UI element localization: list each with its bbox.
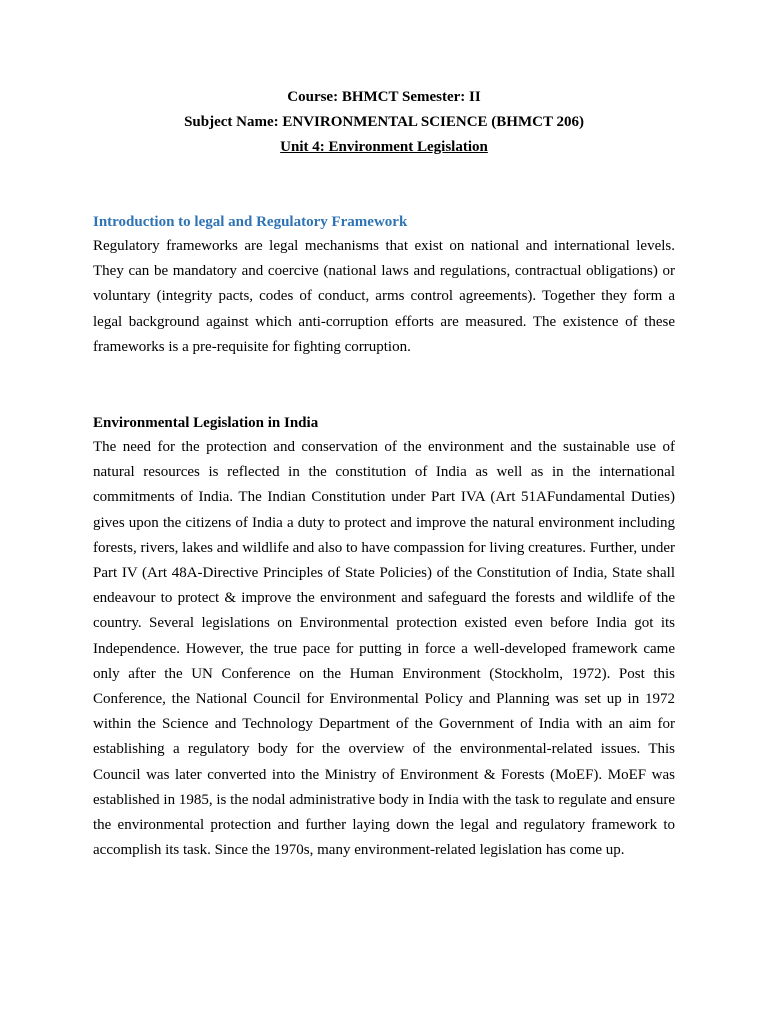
course-line: Course: BHMCT Semester: II [287, 89, 481, 105]
env-legislation-paragraph: The need for the protection and conservation of the environment and the sustainable use of natural resources is reflected in the constitution of India as well as in the international commitments of India. The Indian Constitution under Part IVA (Art 51AFundamental Duties) gives upon the citizens of India a duty to protect and improve the natural environment including forests, rivers, lakes and wildlife and also to have compassion for living creatures. Further, under Part IV (Art 48A-Directive Principles of State Policies) of the Constitution of India, State shall endeavour to protect & improve the environment and safeguard the forests and wildlife of the country. Several legislations on Environmental protection existed even before India got its Independence. However, the true pace for putting in force a well-developed framework came only after the UN Conference on the Human Environment (Stockholm, 1972). Post this Conference, the National Council for Environmental Policy and Planning was set up in 1972 within the Science and Technology Department of the Government of India with an aim for establishing a regulatory body for the overview of the environmental-related issues. This Council was later converted into the Ministry of Environment & Forests (MoEF). MoEF was established in 1985, is the nodal administrative body in India with the task to regulate and ensure the environmental protection and further laying down the legal and regulatory framework to accomplish its task. Since the 1970s, many environment-related legislation has come up. [93, 439, 675, 859]
intro-section-heading: Introduction to legal and Regulatory Framework [93, 214, 408, 230]
env-legislation-heading: Environmental Legislation in India [93, 415, 319, 431]
unit-title: Unit 4: Environment Legislation [280, 139, 488, 155]
subject-line: Subject Name: ENVIRONMENTAL SCIENCE (BHMCT 206) [184, 114, 584, 130]
intro-section-paragraph: Regulatory frameworks are legal mechanisms that exist on national and international levels. They can be mandatory and coercive (national laws and regulations, contractual obligations) or voluntary (integrity pacts, codes of conduct, arms control agreements). Together they form a legal background against which anti-corruption efforts are measured. The existence of these frameworks is a pre-requisite for fighting corruption. [93, 238, 675, 355]
